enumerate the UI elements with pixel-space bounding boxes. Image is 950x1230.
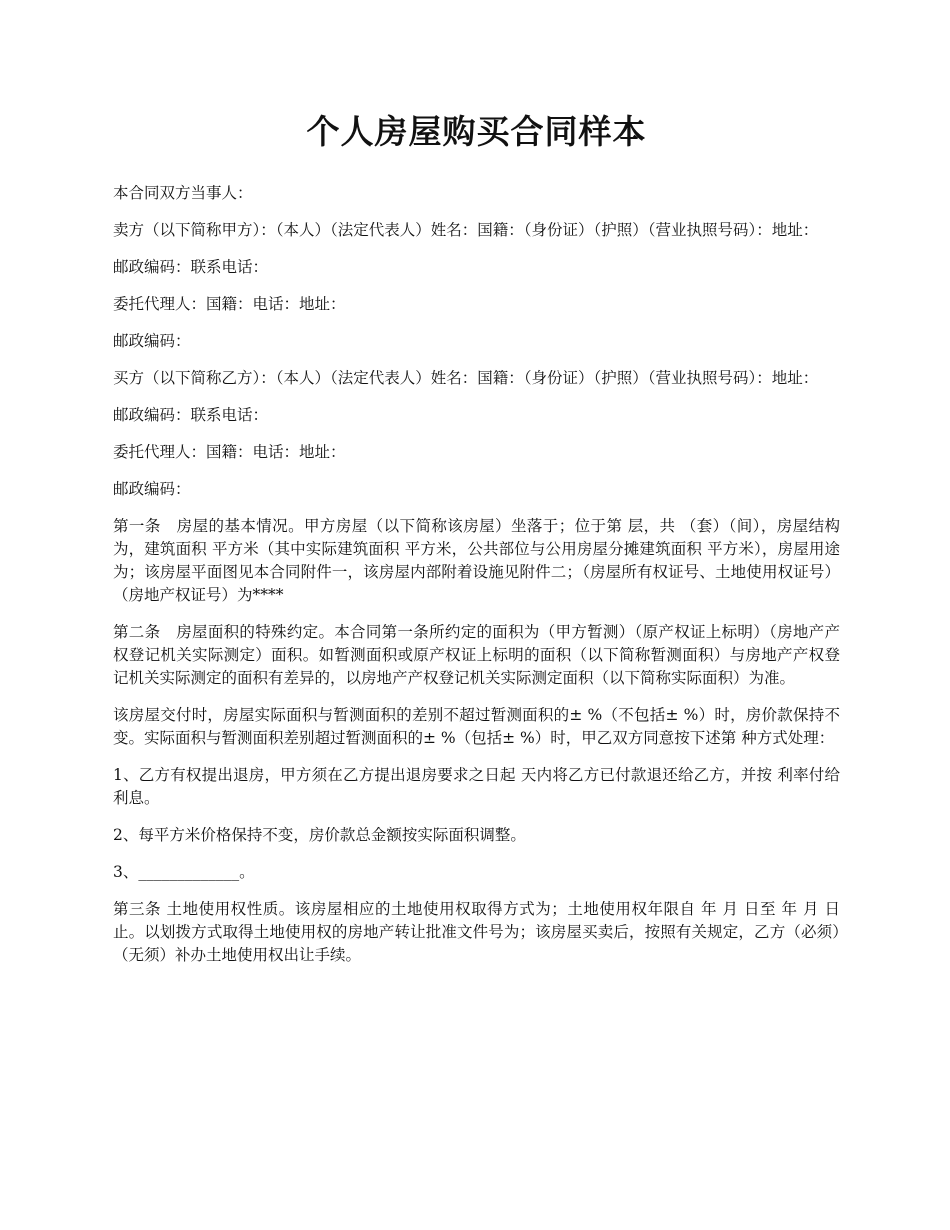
paragraph-seller-postcode-phone: 邮政编码：联系电话：: [113, 258, 269, 276]
document-title: 个人房屋购买合同样本: [306, 112, 647, 151]
paragraph-parties-intro: 本合同双方当事人：: [113, 184, 253, 202]
paragraph-option-1: 1、乙方有权提出退房，甲方须在乙方提出退房要求之日起 天内将乙方已付款退还给乙方，并按 利率付给利息。: [113, 766, 840, 807]
paragraph-article-2: 第二条 房屋面积的特殊约定。本合同第一条所约定的面积为（甲方暂测）（原产权证上标明）（房地产产权登记机关实际测定）面积。如暂测面积或原产权证上标明的面积（以下简称暂测面积）与房地产产权登记机关实际测定的面积有差异的，以房地产产权登记机关实际测定面积（以下简称实际面积）为准。: [113, 623, 840, 687]
paragraph-option-3: 3、_____________。: [113, 863, 255, 881]
paragraph-area-difference: 该房屋交付时，房屋实际面积与暂测面积的差别不超过暂测面积的± %（不包括± %）时，房价款保持不变。实际面积与暂测面积差别超过暂测面积的± %（包括± %）时，甲乙双方同意按下述第 种方式处理：: [113, 706, 840, 747]
paragraph-seller-agent-postcode: 邮政编码：: [113, 332, 191, 350]
paragraph-buyer: 买方（以下简称乙方）：（本人）（法定代表人）姓名：国籍：（身份证）（护照）（营业执照号码）：地址：: [113, 369, 819, 387]
paragraph-option-2: 2、每平方米价格保持不变，房价款总金额按实际面积调整。: [113, 826, 526, 844]
paragraph-article-3: 第三条 土地使用权性质。该房屋相应的土地使用权取得方式为；土地使用权年限自 年 月 日至 年 月 日止。以划拨方式取得土地使用权的房地产转让批准文件号为；该房屋买卖后，按照有关规定，乙方（必须）（无须）补办土地使用权出让手续。: [113, 900, 840, 964]
paragraph-seller: 卖方（以下简称甲方）：（本人）（法定代表人）姓名：国籍：（身份证）（护照）（营业执照号码）：地址：: [113, 221, 819, 239]
paragraph-buyer-agent: 委托代理人：国籍：电话：地址：: [113, 443, 346, 461]
paragraph-article-1: 第一条 房屋的基本情况。甲方房屋（以下简称该房屋）坐落于；位于第 层，共 （套）（间），房屋结构为，建筑面积 平方米（其中实际建筑面积 平方米，公共部位与公用房屋分摊建筑面积 平方米），房屋用途为；该房屋平面图见本合同附件一，该房屋内部附着设施见附件二；（房屋所有权证号、土地使用权证号）（房地产权证号）为****: [113, 517, 840, 604]
paragraph-buyer-postcode-phone: 邮政编码：联系电话：: [113, 406, 269, 424]
paragraph-seller-agent: 委托代理人：国籍：电话：地址：: [113, 295, 346, 313]
paragraph-buyer-agent-postcode: 邮政编码：: [113, 480, 191, 498]
